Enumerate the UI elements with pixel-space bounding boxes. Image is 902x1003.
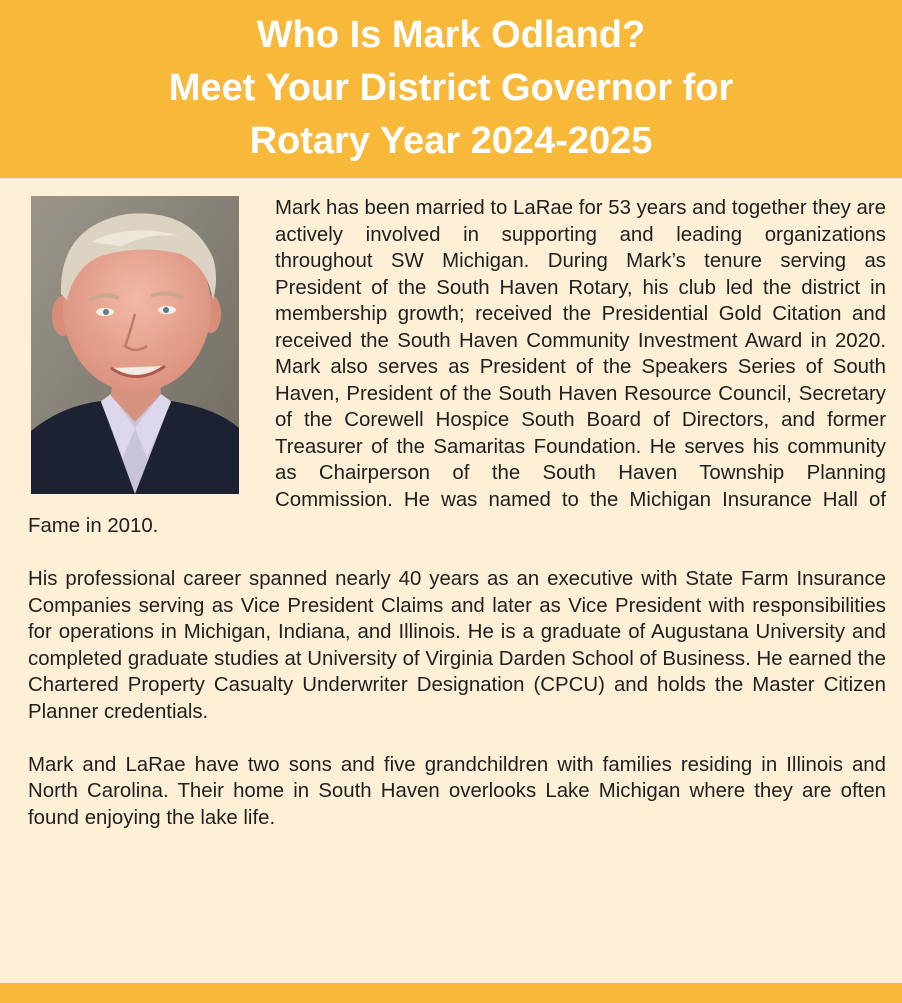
header-banner [0, 0, 902, 178]
bio-paragraph-3: Mark and LaRae have two sons and five grandchildren with families residing in Illinois and North Carolina. Their home in South Haven overlooks Lake Michigan where they are often found enjoying the lake life. [28, 753, 886, 829]
bio-paragraph-2: His professional career spanned nearly 40 years as an executive with State Farm Insurance Companies serving as Vice President Claims and later as Vice President with responsibilities for operations in Michigan, Indiana, and Illinois. He is a graduate of Augustana University and completed graduate studies at University of Virginia Darden School of Business. He earned the Chartered Property Casualty Underwriter Designation (CPCU) and holds the Master Citizen Planner credentials. [28, 568, 886, 723]
title-line-1: Who Is Mark Odland? [256, 14, 646, 56]
footer-bar [0, 983, 902, 1003]
portrait-illustration [31, 196, 239, 494]
bio-paragraph-1: Mark has been married to LaRae for 53 years and together they are actively involved in supporting and leading organizations throughout SW Michigan. During Mark’s tenure serving as President of the South Haven Rotary, his club led the district in membership growth; received the Presidential Gold Citation and received the South Haven Community Investment Award in 2020. Mark also serves as President of the Speakers Series of South Haven, President of the South Haven Resource Council, Secretary of the Corewell Hospice South Board of Directors, and former Treasurer of the Samaritas Foundation. He serves his community as Chairperson of the South Haven Township Planning Commission. He was named to the Michigan Insurance Hall of Fame in 2010. [28, 197, 886, 537]
title-line-2: Meet Your District Governor for [168, 67, 734, 109]
portrait-photo [31, 196, 239, 494]
title-line-3: Rotary Year 2024-2025 [249, 120, 653, 162]
bio-content [28, 195, 886, 831]
